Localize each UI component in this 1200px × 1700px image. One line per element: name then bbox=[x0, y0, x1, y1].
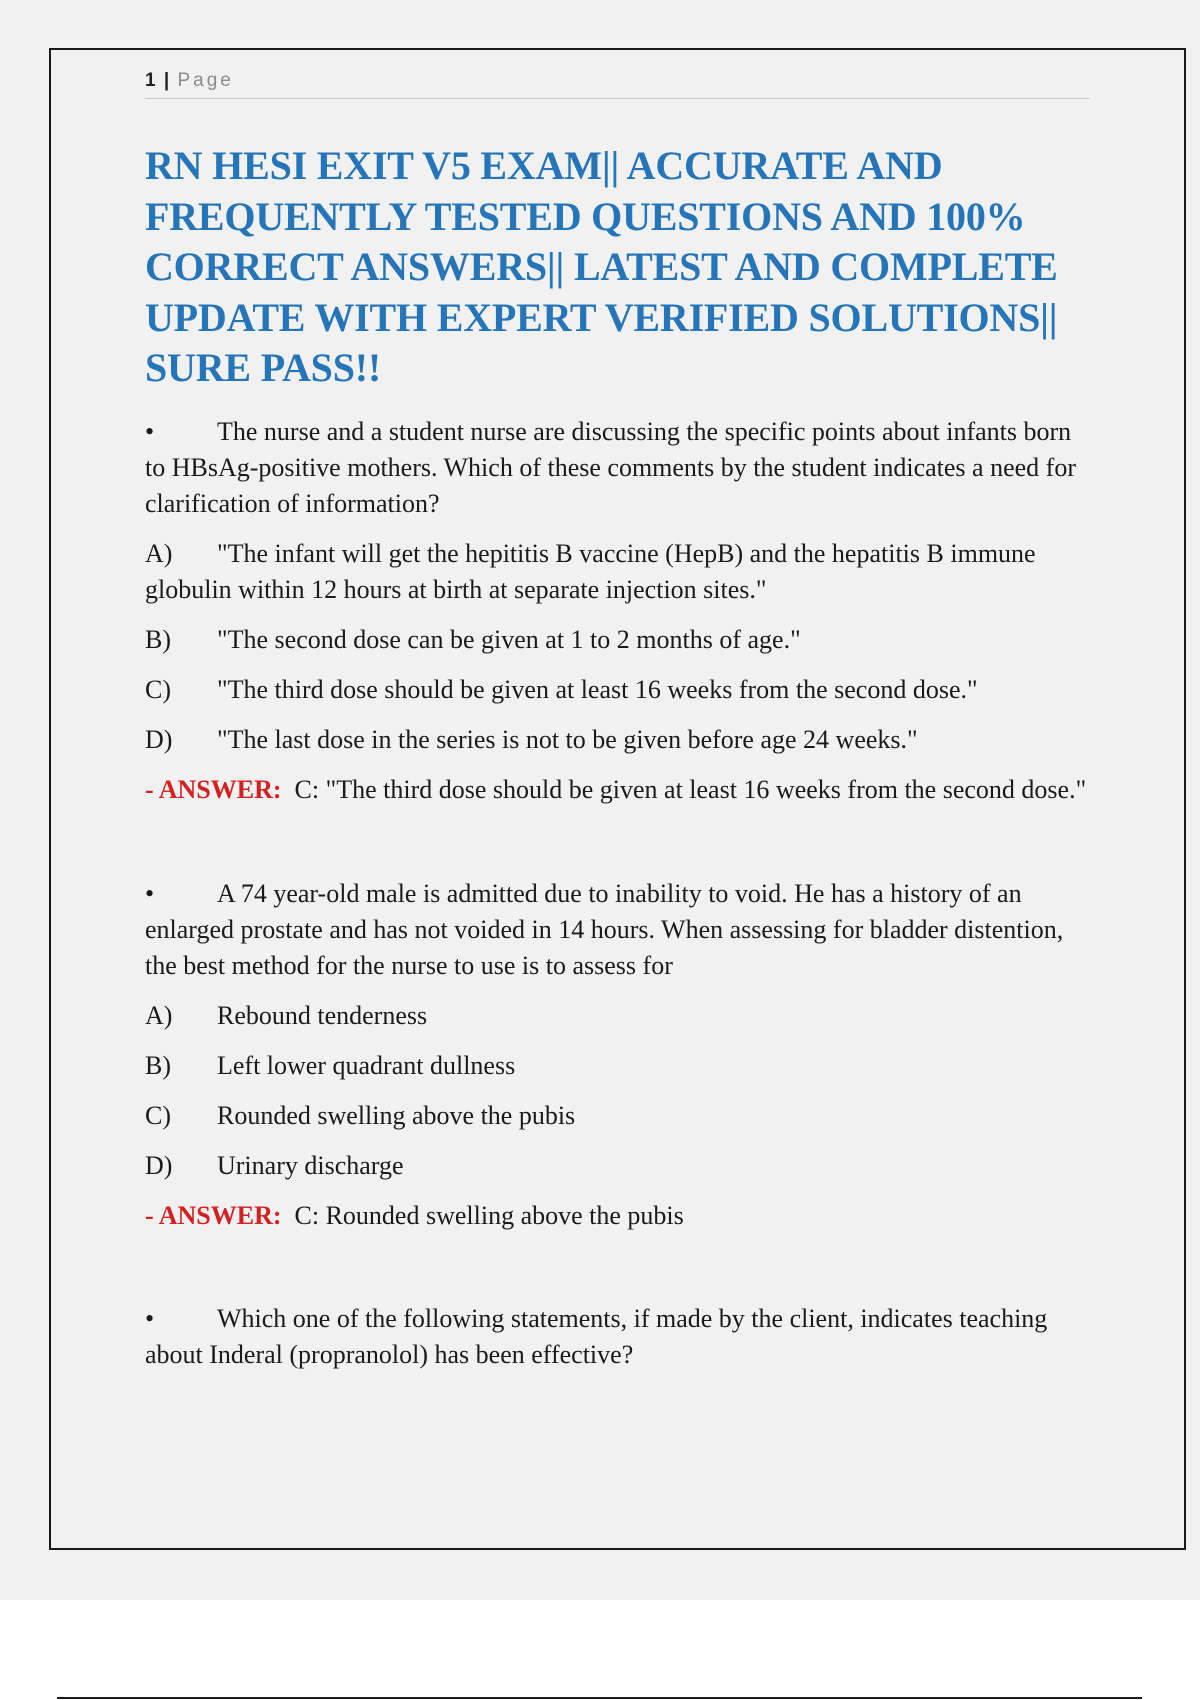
option-letter: A) bbox=[145, 538, 173, 568]
page-word: Page bbox=[177, 70, 234, 91]
option-text: Left lower quadrant dullness bbox=[217, 1050, 516, 1080]
answer-label: - ANSWER: bbox=[145, 774, 282, 804]
option-text: "The last dose in the series is not to be given before age 24 weeks." bbox=[217, 724, 918, 754]
option-b bbox=[145, 1048, 1090, 1084]
option-letter: D) bbox=[145, 724, 173, 754]
answer-label: - ANSWER: bbox=[145, 1200, 282, 1230]
document-title: RN HESI EXIT V5 EXAM|| ACCURATE AND FREQUENTLY TESTED QUESTIONS AND 100% CORRECT ANSWERS|| LATEST AND COMPLETE UPDATE WITH EXPERT VERIFIED SOLUTIONS|| SURE PASS!! bbox=[145, 143, 1058, 390]
option-a bbox=[145, 536, 1090, 608]
question-2 bbox=[145, 876, 1090, 1234]
option-text: "The third dose should be given at least 16 weeks from the second dose." bbox=[217, 674, 978, 704]
answer-text: C: "The third dose should be given at least 16 weeks from the second dose." bbox=[294, 774, 1087, 804]
option-letter: C) bbox=[145, 1100, 171, 1130]
document-content bbox=[145, 68, 1090, 1373]
bullet: • bbox=[145, 1303, 155, 1333]
question-text: The nurse and a student nurse are discussing the specific points about infants born to HBsAg-positive mothers. Which of these comments by the student indicates a need for clarification of information? bbox=[145, 416, 1076, 518]
option-d bbox=[145, 1148, 1090, 1184]
option-a bbox=[145, 998, 1090, 1034]
option-text: "The infant will get the hepititis B vaccine (HepB) and the hepatitis B immune globulin within 12 hours at birth at separate injection sites." bbox=[145, 538, 1036, 604]
question-text: Which one of the following statements, if made by the client, indicates teaching about Inderal (propranolol) has been effective? bbox=[145, 1303, 1048, 1369]
page-number: 1 bbox=[145, 70, 156, 91]
page-separator: | bbox=[163, 70, 170, 91]
option-letter: A) bbox=[145, 1000, 173, 1030]
option-text: Rounded swelling above the pubis bbox=[217, 1100, 576, 1130]
answer-text: C: Rounded swelling above the pubis bbox=[294, 1200, 684, 1230]
option-text: Rebound tenderness bbox=[217, 1000, 428, 1030]
question-stem bbox=[145, 414, 1090, 522]
page-header bbox=[145, 68, 1090, 99]
answer bbox=[145, 772, 1090, 808]
option-letter: B) bbox=[145, 1050, 171, 1080]
option-letter: D) bbox=[145, 1150, 173, 1180]
question-stem bbox=[145, 876, 1090, 984]
bullet: • bbox=[145, 878, 155, 908]
option-letter: B) bbox=[145, 624, 171, 654]
option-b bbox=[145, 622, 1090, 658]
option-text: "The second dose can be given at 1 to 2 months of age." bbox=[217, 624, 801, 654]
question-3 bbox=[145, 1301, 1090, 1373]
answer bbox=[145, 1198, 1090, 1234]
bullet: • bbox=[145, 416, 155, 446]
option-c bbox=[145, 1098, 1090, 1134]
option-letter: C) bbox=[145, 674, 171, 704]
option-c bbox=[145, 672, 1090, 708]
question-1 bbox=[145, 414, 1090, 808]
question-text: A 74 year-old male is admitted due to inability to void. He has a history of an enlarged prostate and has not voided in 14 hours. When assessing for bladder distention, the best method for the nurse to use is to assess for bbox=[145, 878, 1064, 980]
bottom-divider bbox=[57, 1697, 1142, 1699]
option-d bbox=[145, 722, 1090, 758]
question-stem bbox=[145, 1301, 1090, 1373]
option-text: Urinary discharge bbox=[217, 1150, 404, 1180]
